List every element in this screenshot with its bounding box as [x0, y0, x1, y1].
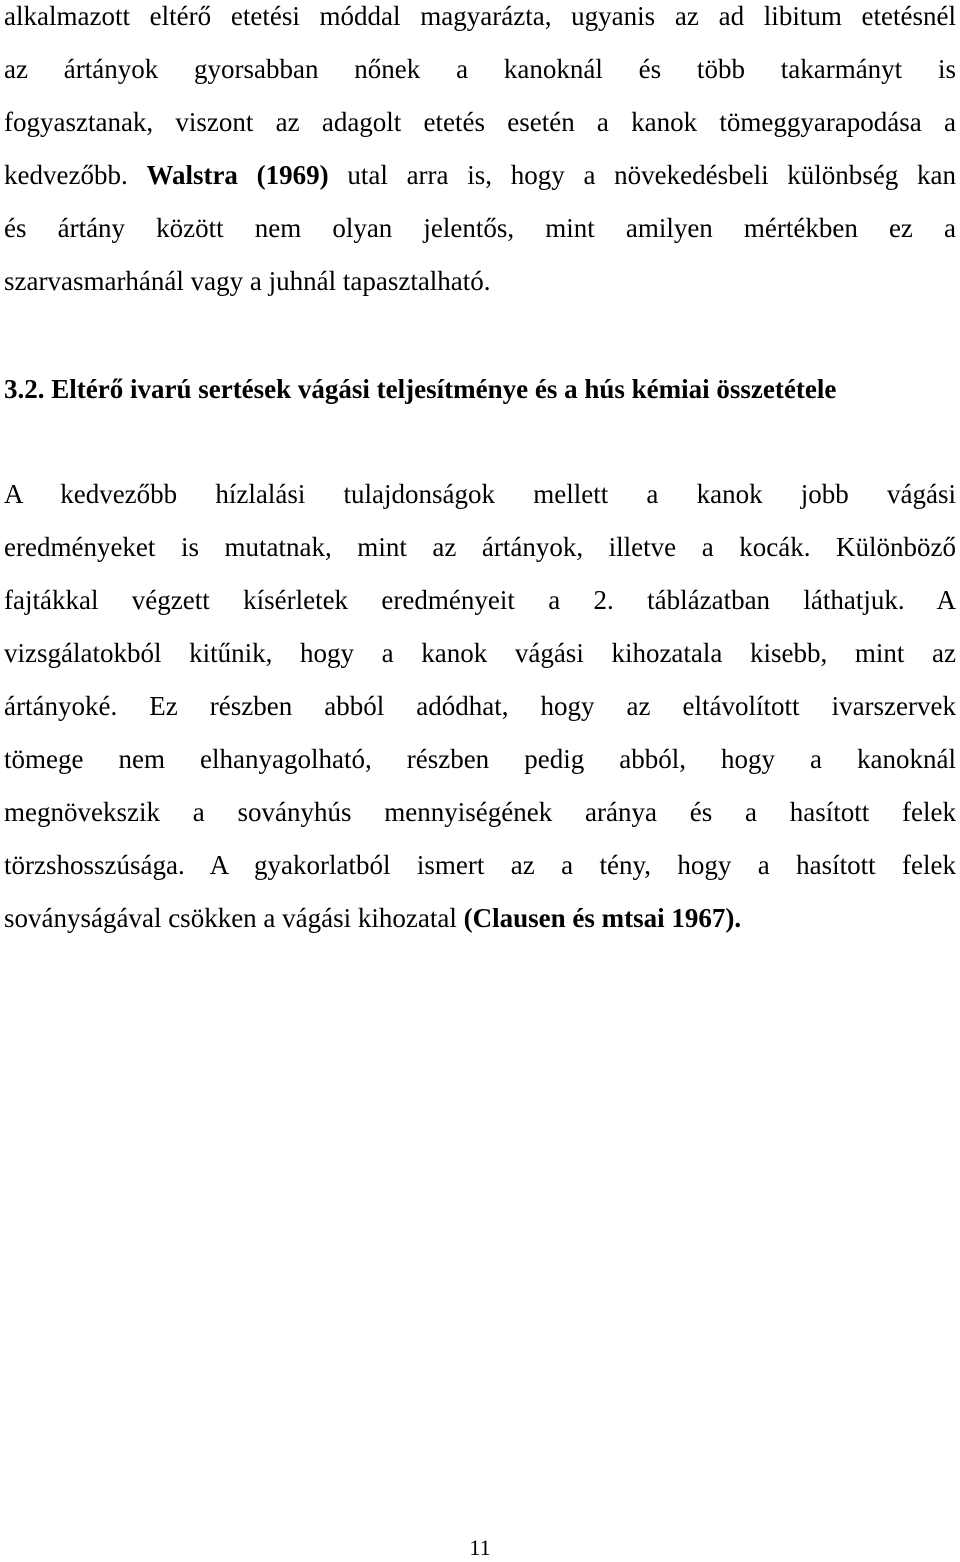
paragraph-line: vizsgálatokból kitűnik, hogy a kanok vágási kihozatala kisebb, mint az: [4, 638, 956, 668]
citation: (Clausen és mtsai 1967): [463, 903, 735, 933]
paragraph-line: az ártányok gyorsabban nőnek a kanoknál és több takarmányt is: [4, 54, 956, 84]
paragraph-line: eredményeket is mutatnak, mint az ártányok, illetve a kocák. Különböző: [4, 532, 956, 562]
text-run: utal arra is, hogy a növekedésbeli különbség kan: [328, 160, 957, 190]
page-number: 11: [469, 1535, 491, 1560]
paragraph-line: szarvasmarhánál vagy a juhnál tapasztalható.: [4, 266, 491, 296]
text-run: .: [734, 903, 742, 933]
paragraph-line: megnövekszik a soványhús mennyiségének aránya és a hasított felek: [4, 797, 956, 827]
paragraph-line: A kedvezőbb hízlalási tulajdonságok mellett a kanok jobb vágási: [4, 479, 956, 509]
paragraph-line: tömege nem elhanyagolható, részben pedig abból, hogy a kanoknál: [4, 744, 956, 774]
section-heading: 3.2. Eltérő ivarú sertések vágási teljesítménye és a hús kémiai összetétele: [4, 374, 837, 404]
paragraph-line: fogyasztanak, viszont az adagolt etetés esetén a kanok tömeggyarapodása a: [4, 107, 956, 137]
paragraph-line: és ártány között nem olyan jelentős, mint amilyen mértékben ez a: [4, 213, 956, 243]
text-run: soványságával csökken a vágási kihozatal: [4, 903, 464, 933]
paragraph-line: alkalmazott eltérő etetési móddal magyarázta, ugyanis az ad libitum etetésnél: [4, 1, 956, 31]
paragraph-line: [4, 900, 956, 936]
paragraph-line: törzshosszúsága. A gyakorlatból ismert az a tény, hogy a hasított felek: [4, 850, 956, 880]
citation: Walstra (1969): [146, 160, 329, 190]
paragraph-line: [4, 157, 956, 193]
paragraph-line: fajtákkal végzett kísérletek eredményeit a 2. táblázatban láthatjuk. A: [4, 585, 956, 615]
text-run: kedvezőbb.: [4, 160, 147, 190]
paragraph-line: ártányoké. Ez részben abból adódhat, hogy az eltávolított ivarszervek: [4, 691, 956, 721]
